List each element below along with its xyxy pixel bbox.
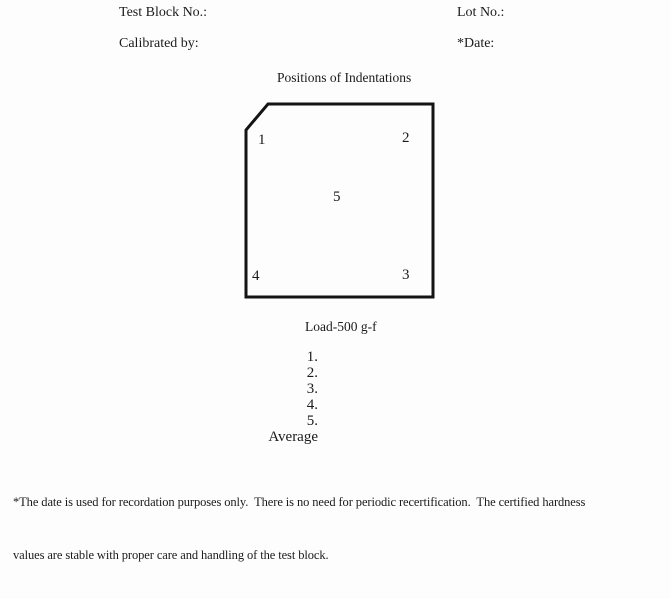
- test-block-no-label: Test Block No.:: [119, 5, 208, 20]
- reading-line-3: 3.: [306, 381, 318, 397]
- date-label: *Date:: [457, 36, 495, 51]
- calibrated-by-label: Calibrated by:: [119, 36, 199, 51]
- reading-line-1: 1.: [306, 349, 318, 365]
- load-label: Load-500 g-f: [305, 319, 377, 334]
- footnote-line-1: *The date is used for recordation purposes only. There is no need for periodic recertification. The certified hardness: [13, 495, 586, 509]
- lot-no-label: Lot No.:: [457, 5, 505, 20]
- indentation-position-3: 3: [402, 267, 410, 283]
- indentation-position-1: 1: [258, 132, 266, 148]
- indentation-position-2: 2: [402, 130, 410, 146]
- reading-line-2: 2.: [306, 365, 318, 381]
- reading-line-5: 5.: [306, 413, 318, 429]
- footnote-line-2: values are stable with proper care and handling of the test block.: [13, 547, 329, 562]
- reading-line-4: 4.: [306, 397, 318, 413]
- indentation-position-5: 5: [333, 189, 341, 205]
- footnote: [13, 459, 585, 599]
- diagram-title: Positions of Indentations: [277, 70, 412, 85]
- readings-list: [218, 349, 318, 445]
- indentation-position-4: 4: [252, 268, 260, 284]
- average-label: Average: [268, 429, 318, 445]
